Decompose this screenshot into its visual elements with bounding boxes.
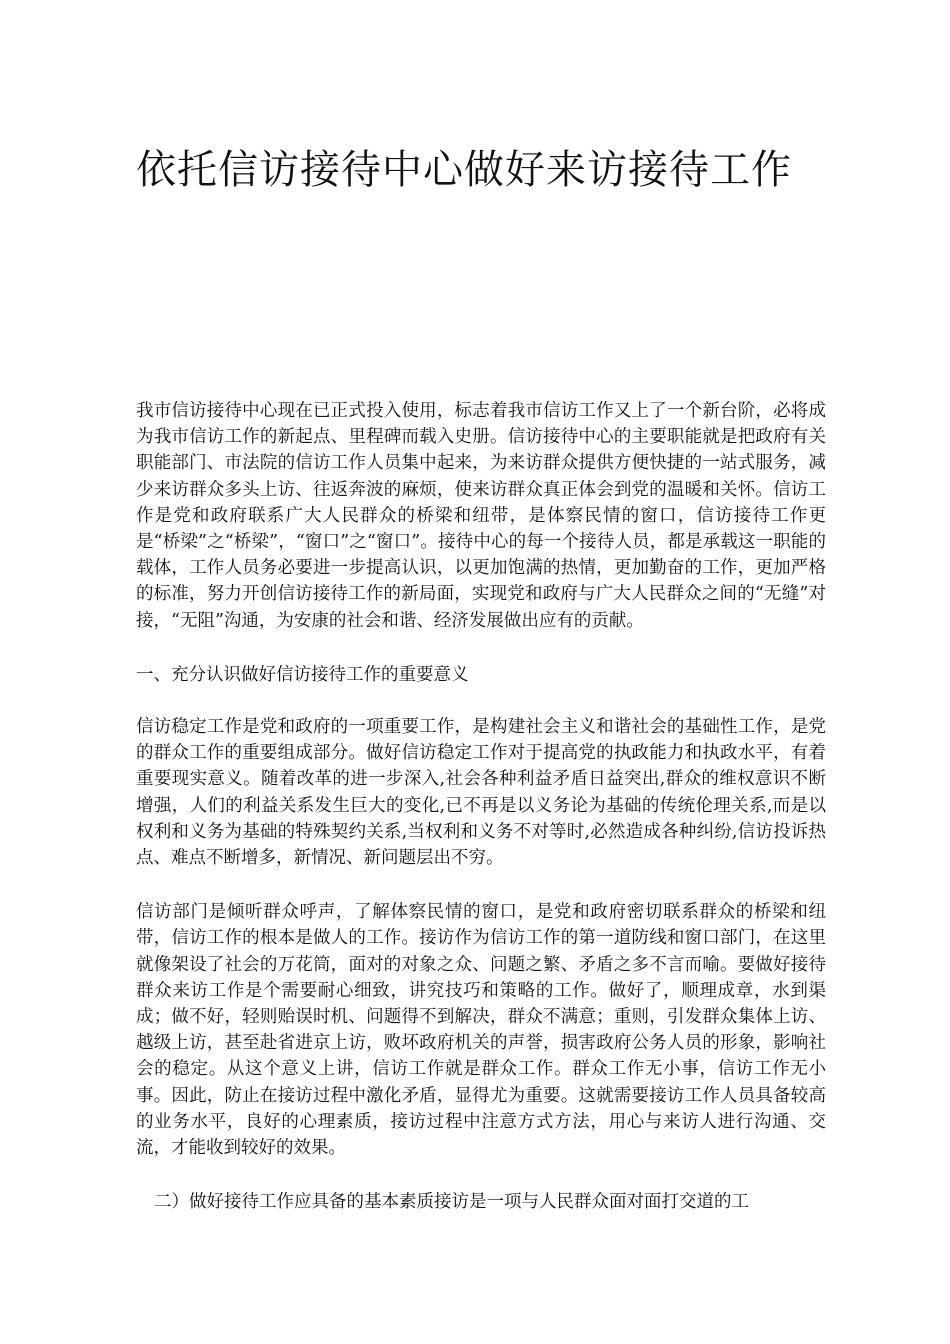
document-title: 依托信访接待中心做好来访接待工作 xyxy=(136,147,792,193)
section-heading-2-paragraph: 二）做好接待工作应具备的基本素质接访是一项与人民群众面对面打交道的工 xyxy=(154,1192,749,1213)
paragraph-petition-department: 信访部门是倾听群众呼声，了解体察民情的窗口，是党和政府密切联系群众的桥梁和纽带，信访工作的根本是做人的工作。接访作为信访工作的第一道防线和窗口部门，在这里就像架设了社会的万花筒，面对的对象之众、问题之繁、矛盾之多不言而喻。要做好接待群众来访工作是个需要耐心细致，讲究技巧和策略的工作。做好了，顺理成章，水到渠成；做不好，轻则贻误时机、问题得不到解决，群众不满意；重则，引发群众集体上访、越级上访，甚至赴省进京上访，败坏政府机关的声誉，损害政府公务人员的形象，影响社会的稳定。从这个意义上讲，信访工作就是群众工作。群众工作无小事，信访工作无小事。因此，防止在接访过程中激化矛盾，显得尤为重要。这就需要接访工作人员具备较高的业务水平，良好的心理素质，接访过程中注意方式方法，用心与来访人进行沟通、交流，才能收到较好的效果。 xyxy=(136,902,826,1159)
document-body xyxy=(136,398,826,1243)
paragraph-intro: 我市信访接待中心现在已正式投入使用，标志着我市信访工作又上了一个新台阶，必将成为我市信访工作的新起点、里程碑而载入史册。信访接待中心的主要职能就是把政府有关职能部门、市法院的信访工作人员集中起来，为来访群众提供方便快捷的一站式服务，减少来访群众多头上访、往返奔波的麻烦，使来访群众真正体会到党的温暖和关怀。信访工作是党和政府联系广大人民群众的桥梁和纽带，是体察民情的窗口，信访接待工作更是“桥梁”之“桥梁”，“窗口”之“窗口”。接待中心的每一个接待人员，都是承载这一职能的载体，工作人员务必要进一步提高认识，以更加饱满的热情，更加勤奋的工作，更加严格的标准，努力开创信访接待工作的新局面，实现党和政府与广大人民群众之间的“无缝”对接，“无阻”沟通，为安康的社会和谐、经济发展做出应有的贡献。 xyxy=(136,401,826,631)
section-heading-1: 一、充分认识做好信访接待工作的重要意义 xyxy=(136,664,469,685)
paragraph-significance: 信访稳定工作是党和政府的一项重要工作，是构建社会主义和谐社会的基础性工作，是党的群众工作的重要组成部分。做好信访稳定工作对于提高党的执政能力和执政水平，有着重要现实意义。随着改革的进一步深入,社会各种利益矛盾日益突出,群众的维权意识不断增强，人们的利益关系发生巨大的变化,已不再是以义务论为基础的传统伦理关系,而是以权利和义务为基础的特殊契约关系,当权利和义务不对等时,必然造成各种纠纷,信访投诉热点、难点不断增多，新情况、新问题层出不穷。 xyxy=(136,717,826,869)
